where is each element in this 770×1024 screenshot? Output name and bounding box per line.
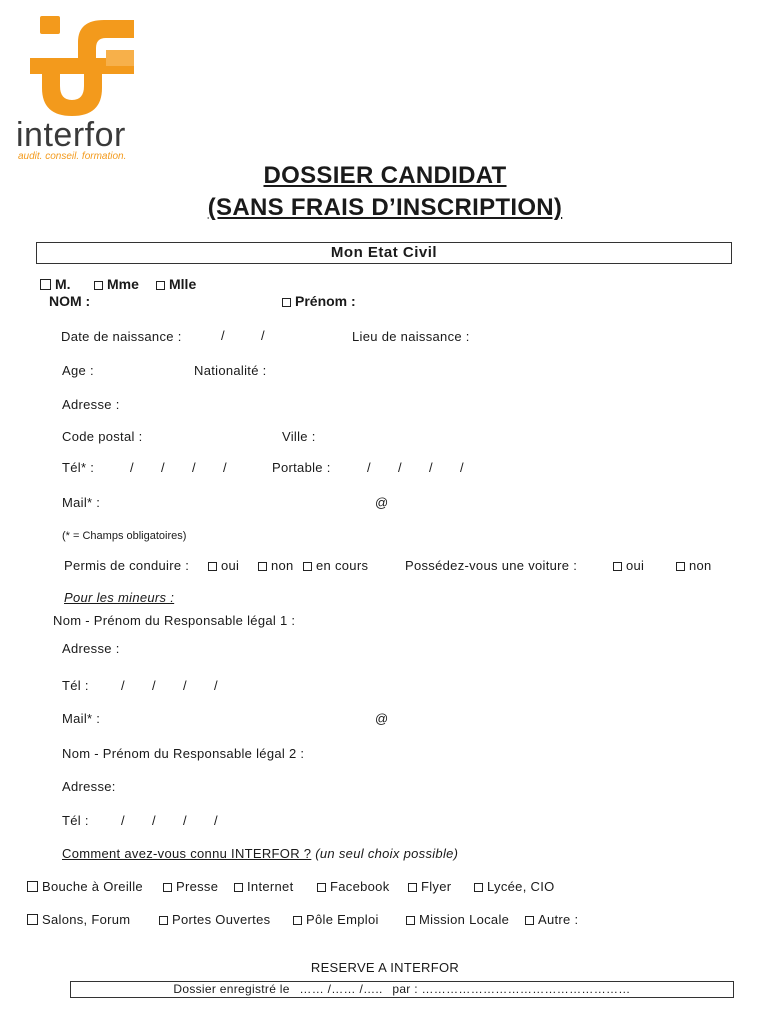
logo-tagline: audit. conseil. formation. xyxy=(18,151,127,162)
section-etat-civil: Mon Etat Civil xyxy=(36,242,732,264)
connu-option[interactable] xyxy=(293,912,379,927)
date-naissance-label: Date de naissance : xyxy=(61,329,182,344)
voiture-option-label: non xyxy=(689,558,712,573)
connu-option[interactable] xyxy=(234,879,293,894)
connu-option-label: Pôle Emploi xyxy=(306,912,379,927)
permis-option-non[interactable] xyxy=(258,558,294,573)
connu-option-label: Facebook xyxy=(330,879,390,894)
permis-label: Permis de conduire : xyxy=(64,558,190,573)
reserve-label: Dossier enregistré le xyxy=(173,982,290,996)
checkbox-icon[interactable] xyxy=(163,883,172,892)
resp1-label: Nom - Prénom du Responsable légal 1 : xyxy=(53,613,296,628)
champs-obligatoires-note: (* = Champs obligatoires) xyxy=(62,530,187,542)
mail-label: Mail* : xyxy=(62,495,101,510)
checkbox-icon[interactable] xyxy=(613,562,622,571)
resp1-mail-label: Mail* : xyxy=(62,711,101,726)
connu-option[interactable] xyxy=(317,879,390,894)
connu-option[interactable] xyxy=(159,912,270,927)
connu-option-label: Internet xyxy=(247,879,294,894)
portable-label: Portable : xyxy=(272,460,331,475)
tel-separator: / xyxy=(183,678,187,693)
logo-wordmark: interfor xyxy=(16,116,126,154)
checkbox-icon[interactable] xyxy=(94,281,103,290)
connu-note: (un seul choix possible) xyxy=(315,846,459,861)
tel-separator: / xyxy=(161,460,165,475)
ville-label: Ville : xyxy=(282,429,316,444)
civility-mme[interactable] xyxy=(94,276,139,292)
resp1-adresse-label: Adresse : xyxy=(62,641,120,656)
portable-separator: / xyxy=(367,460,371,475)
resp2-adresse-label: Adresse: xyxy=(62,779,116,794)
resp1-mail-at: @ xyxy=(375,711,389,726)
connu-option[interactable] xyxy=(408,879,451,894)
checkbox-icon[interactable] xyxy=(208,562,217,571)
tel-separator: / xyxy=(183,813,187,828)
checkbox-icon[interactable] xyxy=(303,562,312,571)
checkbox-icon[interactable] xyxy=(258,562,267,571)
checkbox-icon[interactable] xyxy=(40,279,51,290)
tel-separator: / xyxy=(152,813,156,828)
tel-separator: / xyxy=(223,460,227,475)
civility-mlle[interactable] xyxy=(156,276,196,292)
tel-separator: / xyxy=(121,678,125,693)
voiture-option-non[interactable] xyxy=(676,558,712,573)
civility-m-label: M. xyxy=(55,276,71,292)
connu-option[interactable] xyxy=(525,912,578,927)
tel-separator: / xyxy=(192,460,196,475)
checkbox-icon[interactable] xyxy=(408,883,417,892)
portable-separator: / xyxy=(398,460,402,475)
portable-separator: / xyxy=(460,460,464,475)
checkbox-icon[interactable] xyxy=(159,916,168,925)
reserve-box xyxy=(70,981,734,998)
tel-separator: / xyxy=(214,678,218,693)
checkbox-icon[interactable] xyxy=(406,916,415,925)
lieu-naissance-label: Lieu de naissance : xyxy=(352,329,470,344)
reserve-title: RESERVE A INTERFOR xyxy=(310,960,460,975)
permis-option-label: oui xyxy=(221,558,240,573)
checkbox-icon[interactable] xyxy=(317,883,326,892)
reserve-par: par : …………………………………………… xyxy=(392,982,631,996)
tel-label: Tél* : xyxy=(62,460,95,475)
connu-option-label: Lycée, CIO xyxy=(487,879,555,894)
checkbox-icon[interactable] xyxy=(525,916,534,925)
voiture-option-oui[interactable] xyxy=(613,558,644,573)
civility-mlle-label: Mlle xyxy=(169,276,197,292)
connu-option-label: Bouche à Oreille xyxy=(42,879,143,894)
permis-option-oui[interactable] xyxy=(208,558,239,573)
connu-option-label: Mission Locale xyxy=(419,912,510,927)
connu-option[interactable] xyxy=(406,912,509,927)
tel-separator: / xyxy=(152,678,156,693)
tel-separator: / xyxy=(130,460,134,475)
connu-option-label: Presse xyxy=(176,879,219,894)
date-separator: / xyxy=(261,328,265,343)
nationalite-label: Nationalité : xyxy=(194,363,267,378)
checkbox-icon[interactable] xyxy=(676,562,685,571)
permis-option-en-cours[interactable] xyxy=(303,558,368,573)
age-label: Age : xyxy=(62,363,94,378)
mineurs-heading: Pour les mineurs : xyxy=(64,590,175,605)
connu-option[interactable] xyxy=(27,879,143,894)
connu-option[interactable] xyxy=(163,879,218,894)
resp2-tel-label: Tél : xyxy=(62,813,89,828)
prenom-field[interactable] xyxy=(282,293,356,309)
checkbox-icon[interactable] xyxy=(474,883,483,892)
checkbox-icon[interactable] xyxy=(27,914,38,925)
connu-option-label: Salons, Forum xyxy=(42,912,131,927)
permis-option-label: non xyxy=(271,558,294,573)
checkbox-icon[interactable] xyxy=(282,298,291,307)
connu-option-label: Portes Ouvertes xyxy=(172,912,271,927)
connu-question-line xyxy=(62,846,458,861)
code-postal-label: Code postal : xyxy=(62,429,143,444)
connu-question: Comment avez-vous connu INTERFOR ? xyxy=(62,846,312,861)
connu-option[interactable] xyxy=(27,912,130,927)
tel-separator: / xyxy=(121,813,125,828)
tel-separator: / xyxy=(214,813,218,828)
date-separator: / xyxy=(221,328,225,343)
civility-mme-label: Mme xyxy=(107,276,139,292)
checkbox-icon[interactable] xyxy=(156,281,165,290)
checkbox-icon[interactable] xyxy=(27,881,38,892)
reserve-date: …… /…… /….. xyxy=(299,982,383,996)
connu-option-label: Flyer xyxy=(421,879,452,894)
voiture-label: Possédez-vous une voiture : xyxy=(405,558,578,573)
checkbox-icon[interactable] xyxy=(293,916,302,925)
page-title-line1: DOSSIER CANDIDAT xyxy=(263,162,507,189)
adresse-label: Adresse : xyxy=(62,397,120,412)
prenom-label: Prénom : xyxy=(295,293,356,309)
resp2-label: Nom - Prénom du Responsable légal 2 : xyxy=(62,746,305,761)
portable-separator: / xyxy=(429,460,433,475)
civility-m[interactable] xyxy=(40,276,71,292)
resp1-tel-label: Tél : xyxy=(62,678,89,693)
checkbox-icon[interactable] xyxy=(234,883,243,892)
connu-option-label: Autre : xyxy=(538,912,579,927)
page-title-line2: (SANS FRAIS D’INSCRIPTION) xyxy=(207,194,563,221)
nom-label: NOM : xyxy=(49,293,91,309)
voiture-option-label: oui xyxy=(626,558,645,573)
mail-at: @ xyxy=(375,495,389,510)
permis-option-label: en cours xyxy=(316,558,369,573)
connu-option[interactable] xyxy=(474,879,555,894)
